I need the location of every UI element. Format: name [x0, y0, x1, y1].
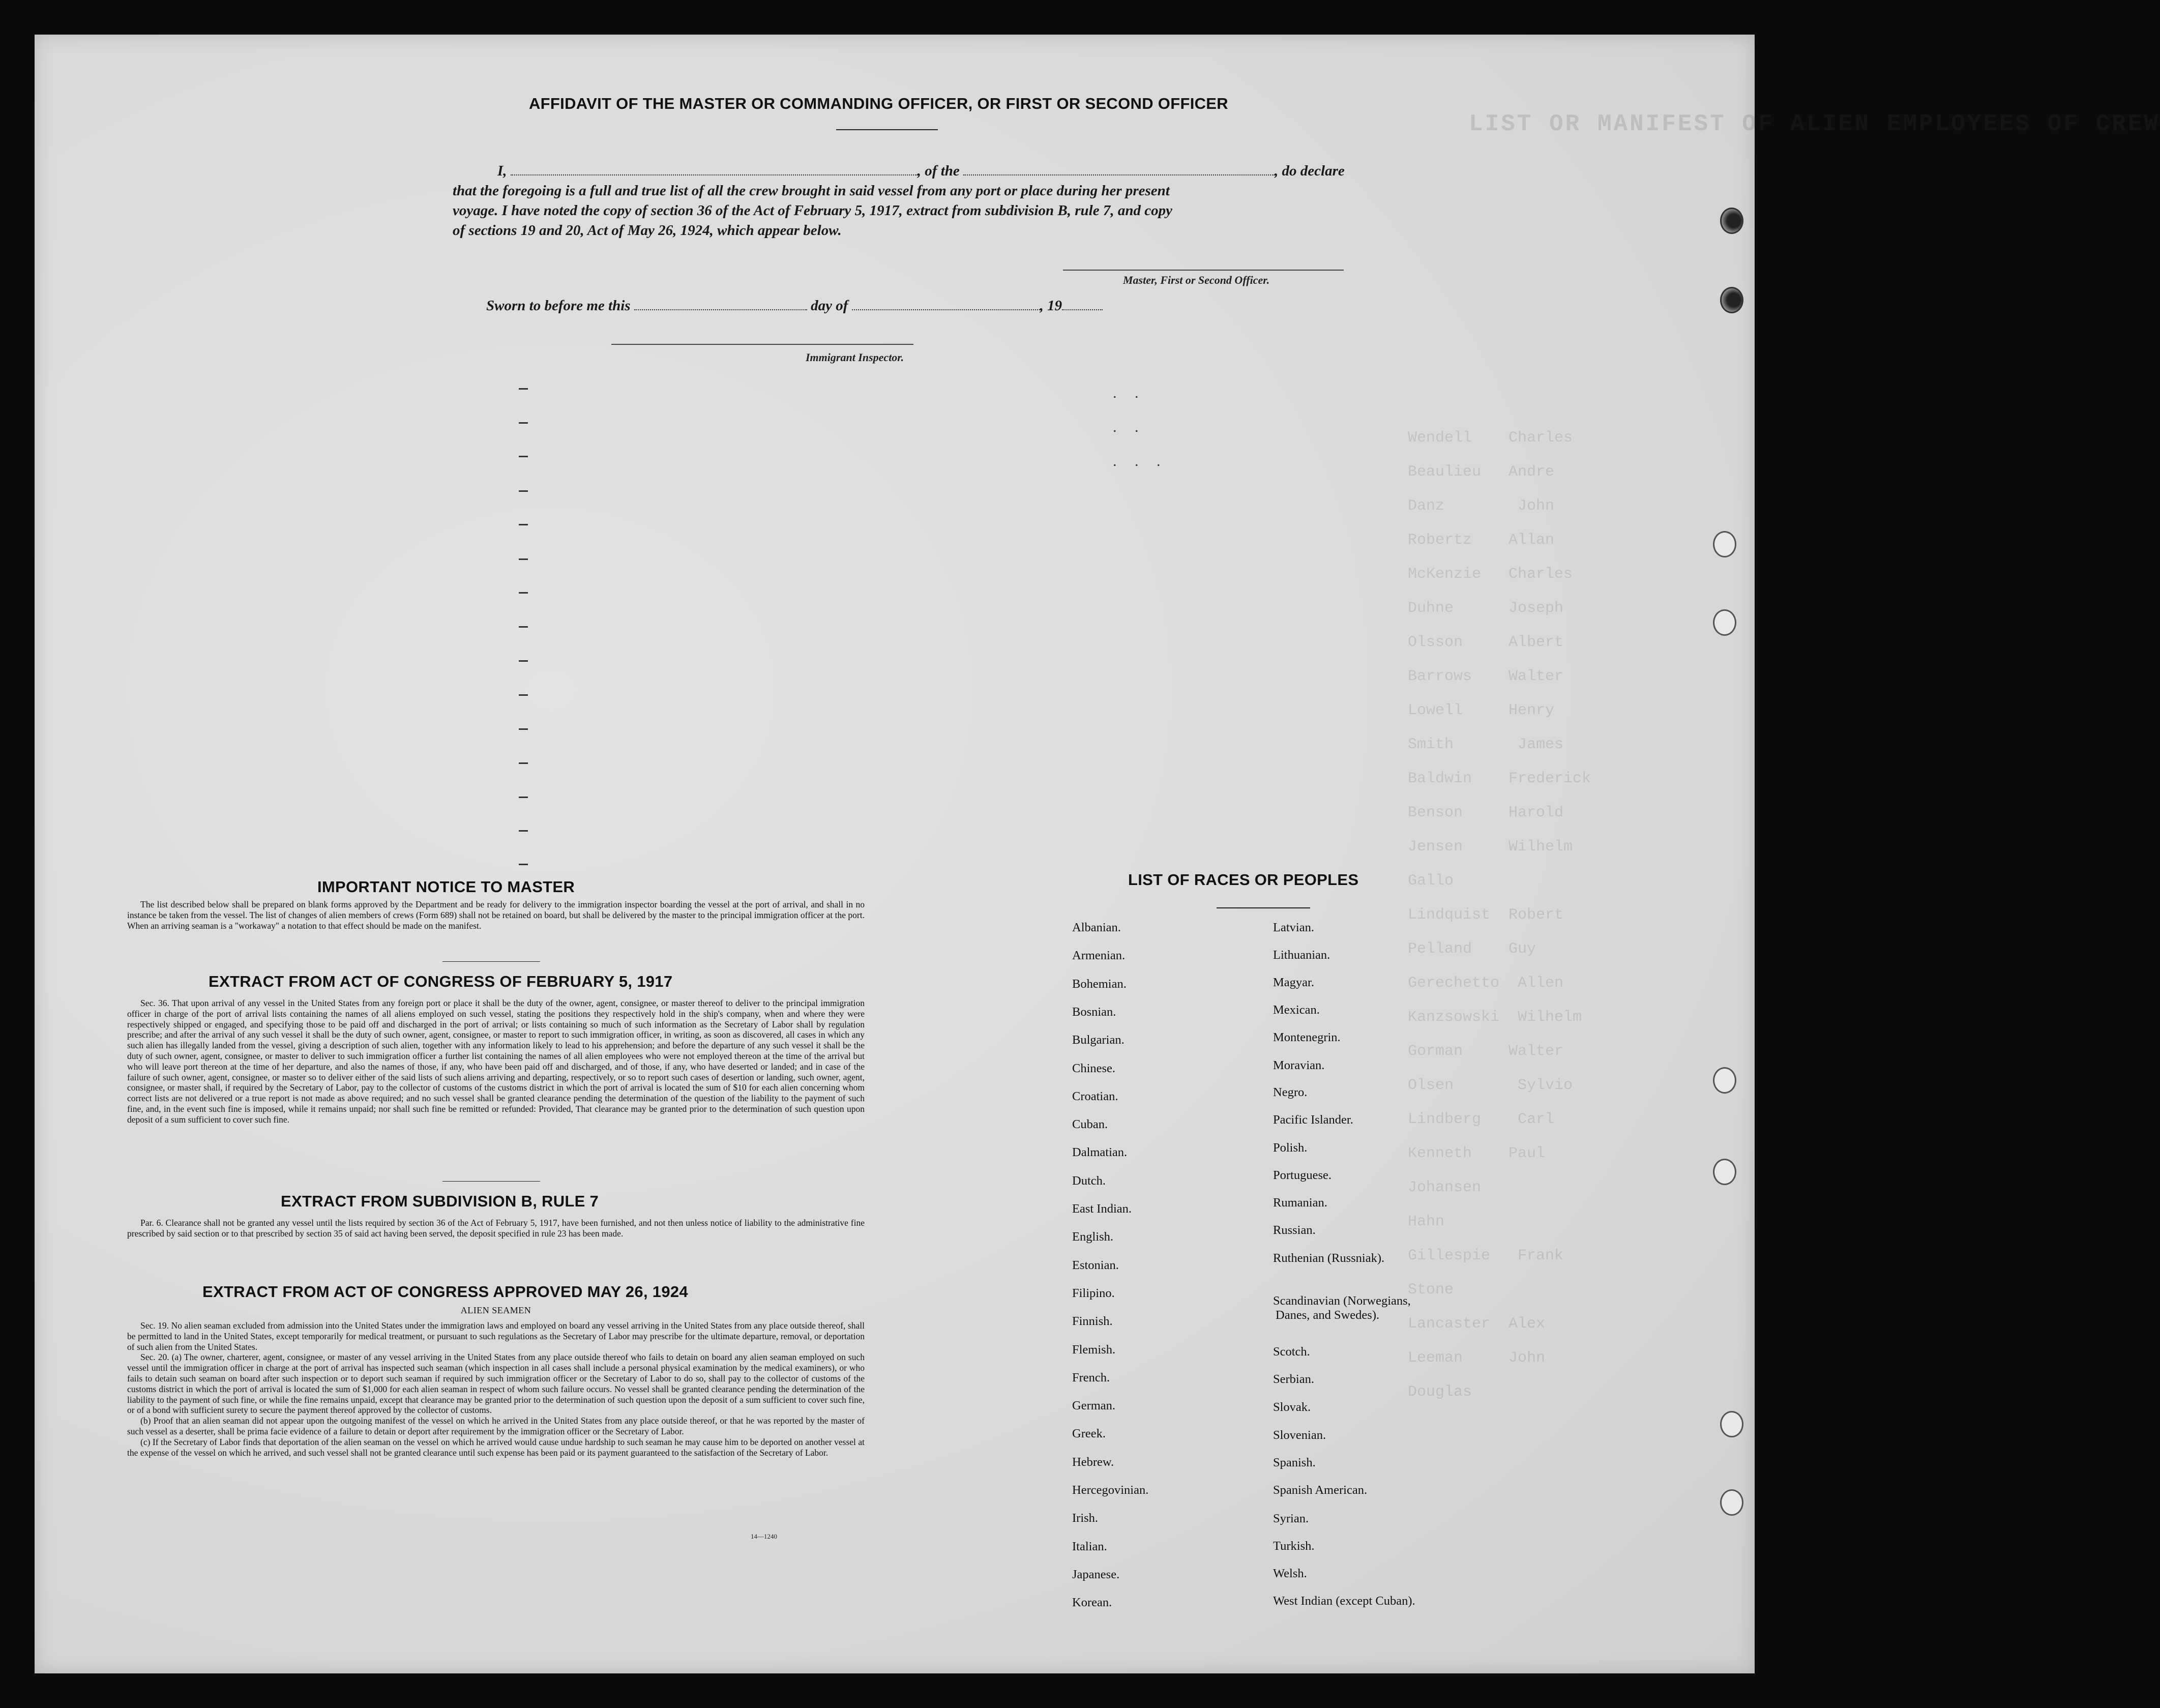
race-item: Serbian.	[1273, 1372, 1314, 1386]
race-item: Scotch.	[1273, 1345, 1310, 1359]
bleed-mark	[519, 694, 528, 696]
extract-rule7-paragraph: Par. 6. Clearance shall not be granted any vessel until the lists required by section 36 of the Act of February 5, 1917, have been furnished, and not then unless notice of liability to the administrative fine prescribed by said section or to that prescribed by section 35 of said act having been served, the deposit specified in rule 23 has been made.	[127, 1218, 865, 1239]
race-item: Rumanian.	[1273, 1196, 1327, 1210]
race-item: Dalmatian.	[1072, 1145, 1128, 1160]
race-item: Armenian.	[1072, 949, 1126, 963]
race-item: English.	[1072, 1230, 1113, 1244]
bleed-mark	[519, 558, 528, 560]
bleed-mark	[519, 660, 528, 662]
alien-seamen-subtitle: ALIEN SEAMEN	[460, 1305, 531, 1315]
race-item: Irish.	[1072, 1511, 1099, 1525]
race-item: Albanian.	[1072, 921, 1121, 934]
form-number: 14—1240	[751, 1533, 777, 1540]
bleed-mark	[519, 762, 528, 764]
notice-title: IMPORTANT NOTICE TO MASTER	[317, 878, 575, 896]
sworn-text: , 19	[1040, 298, 1062, 314]
binder-hole	[1713, 531, 1736, 557]
race-item: Slovak.	[1273, 1400, 1311, 1414]
extract-1924-text	[127, 1320, 865, 1458]
races-title: LIST OF RACES OR PEOPLES	[1128, 871, 1359, 889]
race-item: Lithuanian.	[1273, 948, 1330, 962]
sworn-line	[453, 296, 1442, 316]
race-item: Chinese.	[1072, 1061, 1116, 1075]
extract-rule7-title: EXTRACT FROM SUBDIVISION B, RULE 7	[281, 1192, 599, 1210]
race-item: Scandinavian (Norwegians,	[1273, 1294, 1411, 1308]
vessel-blank[interactable]	[963, 163, 1275, 175]
extract-1917-paragraph: Sec. 36. That upon arrival of any vessel in the United States from any foreign port or place it shall be the duty of the owner, agent, consignee, or master thereof to deliver to the principal immigration officer in charge of the port of arrival lists containing the names of all aliens employed on such vessel, stating the positions they respectively hold in the ship's company, when and where they were respectively shipped or engaged, and specifying those to be paid off and discharged in the port of arrival; or lists containing so much of such information as the Secretary of Labor shall by regulation prescribe; and after the arrival of any such vessel it shall be the duty of such owner, agent, consignee, or master to report to such immigration officer, in writing, as soon as discovered, all cases in which any such alien has illegally landed from the vessel, giving a description of such alien, together with any information likely to lead to his apprehension; and before the departure of any such vessel it shall be the duty of such owner, agent, consignee, or master to deliver to such immigration officer a further list containing the names of all alien employees who were not employed thereon at the time of the arrival but who will leave port thereon at the time of her departure, and also the names of those, if any, who have been paid off and discharged, and of those, if any, who have deserted or landed; and in case of the failure of such owner, agent, consignee, or master so to deliver either of the said lists of such aliens arriving and departing, respectively, or so to report such cases of desertion or landing, such owner, agent, consignee, or master shall, if required by the Secretary of Labor, pay to the collector of customs of the customs district in which the port of arrival is located the sum of $10 for each alien concerning whom correct lists are not delivered or a true report is not made as above required; and no such vessel shall be granted clearance pending the determination of the question of the liability to the payment of such fine, and, in the event such fine is imposed, while it remains unpaid; nor shall such fine be remitted or refunded: Provided, That clearance may be granted prior to the determination of such question upon deposit of a sum sufficient to cover such fine.	[127, 998, 865, 1125]
binder-hole	[1713, 1067, 1736, 1094]
race-item: Negro.	[1273, 1085, 1308, 1099]
race-item: Portuguese.	[1273, 1168, 1331, 1182]
sworn-month-blank[interactable]	[852, 298, 1040, 310]
bleed-mark	[519, 864, 528, 865]
binder-hole	[1720, 1411, 1743, 1437]
race-item: Korean.	[1072, 1596, 1112, 1610]
race-item: Flemish.	[1072, 1342, 1116, 1357]
divider	[442, 961, 540, 962]
race-item: Montenegrin.	[1273, 1030, 1341, 1044]
race-item: Syrian.	[1273, 1512, 1309, 1525]
race-item: Welsh.	[1273, 1567, 1307, 1580]
affidavit-line-2: that the foregoing is a full and true list of all the crew brought in said vessel from any port or place during her present	[453, 183, 1170, 199]
race-item: Slovenian.	[1273, 1428, 1326, 1442]
bleed-through-text: LIST OR MANIFEST OF ALIEN EMPLOYEES OF CREW	[1469, 111, 2160, 137]
extract-rule7-text	[127, 1218, 865, 1239]
sec20c-paragraph: (c) If the Secretary of Labor finds that deportation of the alien seaman on the vessel on which he arrived would cause undue hardship to such seaman he may cause him to be deported on another vessel at the expense of the vessel on which he arrived, and such vessel shall not be granted clearance until such expense has been paid or its payment guaranteed to the satisfaction of the Secretary of Labor.	[127, 1436, 865, 1458]
divider	[1217, 907, 1310, 908]
document-page	[35, 35, 2160, 1673]
bleed-mark	[519, 524, 528, 525]
inspector-caption: Immigrant Inspector.	[806, 351, 904, 364]
race-item: West Indian (except Cuban).	[1273, 1594, 1415, 1608]
extract-1924-title: EXTRACT FROM ACT OF CONGRESS APPROVED MAY 26, 1924	[202, 1283, 688, 1301]
race-item: Spanish American.	[1273, 1483, 1368, 1497]
affidavit-line-4: of sections 19 and 20, Act of May 26, 1924, which appear below.	[453, 222, 842, 239]
affidavit-title: AFFIDAVIT OF THE MASTER OR COMMANDING OFFICER, OR FIRST OR SECOND OFFICER	[529, 95, 1228, 112]
sworn-year-blank[interactable]	[1062, 298, 1103, 310]
affidavit-text: I,	[497, 163, 507, 179]
race-item: Bohemian.	[1072, 977, 1127, 991]
extract-1917-text	[127, 998, 865, 1125]
sec20b-paragraph: (b) Proof that an alien seaman did not appear upon the outgoing manifest of the vessel on which he arrived in the United States from any place outside thereof, or that he was reported by the master of such vessel as a deserter, shall be prima facie evidence of a failure to detain or deport after requirement by the immigration officer or the Secretary of Labor.	[127, 1416, 865, 1436]
bleed-mark	[519, 830, 528, 832]
notice-paragraph: The list described below shall be prepared on blank forms approved by the Department and be ready for delivery to the immigration inspector boarding the vessel at the port of arrival, and shall in no instance be taken from the vessel. The list of changes of alien members of crews (Form 689) shall not be retained on board, but shall be delivered by the master to the principal immigration officer at the port. When an arriving seaman is a "workaway" a notation to that effect should be made on the manifest.	[127, 899, 865, 931]
master-caption: Master, First or Second Officer.	[1123, 274, 1270, 286]
bleed-mark	[519, 456, 528, 457]
divider	[836, 129, 938, 130]
bleed-mark	[519, 388, 528, 390]
race-item: Estonian.	[1072, 1258, 1119, 1272]
race-item: Hercegovinian.	[1072, 1483, 1149, 1497]
race-item: Cuban.	[1072, 1117, 1108, 1132]
race-item: Russian.	[1273, 1223, 1316, 1237]
binder-hole	[1720, 287, 1743, 313]
inspector-signature-line[interactable]	[611, 344, 913, 345]
race-item: East Indian.	[1072, 1202, 1132, 1216]
race-item: Bosnian.	[1072, 1005, 1116, 1019]
bleed-mark	[519, 797, 528, 798]
race-item: Danes, and Swedes).	[1276, 1308, 1380, 1322]
bleed-mark	[519, 728, 528, 730]
sec19-paragraph: Sec. 19. No alien seaman excluded from admission into the United States under the immigration laws and employed on board any vessel arriving in the United States from any place outside thereof, shall be permitted to land in the United States, except temporarily for medical treatment, or pursuant to such regulations as the Secretary of Labor may prescribe for the ultimate departure, removal, or deportation of such alien from the United States.	[127, 1320, 865, 1352]
notice-text	[127, 899, 865, 931]
affidavit-line-1	[453, 161, 1454, 181]
affidavit-text: , of the	[917, 163, 960, 179]
race-item: Moravian.	[1273, 1058, 1325, 1072]
race-item: Croatian.	[1072, 1089, 1118, 1103]
race-item: German.	[1072, 1399, 1116, 1413]
bleed-dots: . .	[1113, 419, 1146, 435]
sworn-text: day of	[811, 298, 848, 314]
sworn-text: Sworn to before me this	[486, 298, 631, 314]
binder-hole	[1713, 1159, 1736, 1185]
name-blank[interactable]	[511, 163, 918, 175]
race-item: Dutch.	[1072, 1173, 1106, 1188]
race-item: Polish.	[1273, 1141, 1308, 1155]
bleed-dots: . .	[1113, 385, 1146, 401]
bleed-mark	[519, 592, 528, 594]
race-item: Italian.	[1072, 1539, 1107, 1553]
bleed-through-rows: Wendell Charles Beaulieu Andre Danz John Robertz Allan McKenzie Charles Duhne Joseph Olsson Albert Barrows Walter Lowell Henry Smith James Baldwin Frederick Benson Harold Jensen Wilhelm Gallo Lindquist Robert Pelland Guy Gerechetto Allen Kanzsowski Wilhelm Gorman Walter Olsen Sylvio Lindberg Carl Kenneth Paul Johansen Hahn Gillespie Frank Stone Lancaster Alex Leeman John Douglas	[1408, 429, 1591, 1401]
race-item: Pacific Islander.	[1273, 1113, 1353, 1127]
sworn-day-blank[interactable]	[634, 298, 807, 310]
bleed-mark	[519, 626, 528, 628]
race-item: Mexican.	[1273, 1003, 1320, 1017]
affidavit-line-3: voyage. I have noted the copy of section 36 of the Act of February 5, 1917, extract from subdivision B, rule 7, and copy	[453, 202, 1172, 219]
divider	[442, 1181, 540, 1182]
race-item: Spanish.	[1273, 1456, 1316, 1469]
master-signature-line[interactable]	[1063, 270, 1344, 271]
affidavit-text: , do declare	[1275, 163, 1345, 179]
race-item: Hebrew.	[1072, 1455, 1114, 1469]
race-item: Japanese.	[1072, 1567, 1120, 1581]
race-item: French.	[1072, 1370, 1110, 1385]
race-item: Turkish.	[1273, 1539, 1315, 1553]
race-item: Filipino.	[1072, 1286, 1115, 1300]
race-item: Magyar.	[1273, 976, 1314, 989]
race-item: Latvian.	[1273, 921, 1314, 934]
sec20a-paragraph: Sec. 20. (a) The owner, charterer, agent, consignee, or master of any vessel arriving in the United States from any place outside thereof who fails to detain on board any alien seaman employed on such vessel until the immigration officer in charge at the port of arrival has inspected such seaman (which inspection in all cases shall include a personal physical examination by the medical examiners), or who fails to detain such seaman on board after such inspection or to deport such seaman if required by such immigration officer or the Secretary of Labor to do so, shall pay to the collector of customs of the customs district in which the port of arrival is located the sum of $1,000 for each alien seaman in respect of whom such failure occurs. No vessel shall be granted clearance pending the determination of the liability to the payment of such fine, or while the fine remains unpaid, except that clearance may be granted prior to the determination of such question upon the deposit of a sum sufficient to cover such fine, or of a bond with sufficient surety to secure the payment thereof approved by the collector of customs.	[127, 1352, 865, 1416]
binder-hole	[1720, 208, 1743, 234]
extract-1917-title: EXTRACT FROM ACT OF CONGRESS OF FEBRUARY 5, 1917	[209, 973, 673, 990]
bleed-dots: . . .	[1113, 453, 1168, 469]
race-item: Greek.	[1072, 1427, 1106, 1441]
binder-hole	[1713, 609, 1736, 636]
race-item: Ruthenian (Russniak).	[1273, 1251, 1385, 1265]
race-item: Finnish.	[1072, 1314, 1113, 1329]
bleed-mark	[519, 490, 528, 492]
binder-hole	[1720, 1489, 1743, 1516]
bleed-mark	[519, 422, 528, 424]
race-item: Bulgarian.	[1072, 1033, 1125, 1047]
